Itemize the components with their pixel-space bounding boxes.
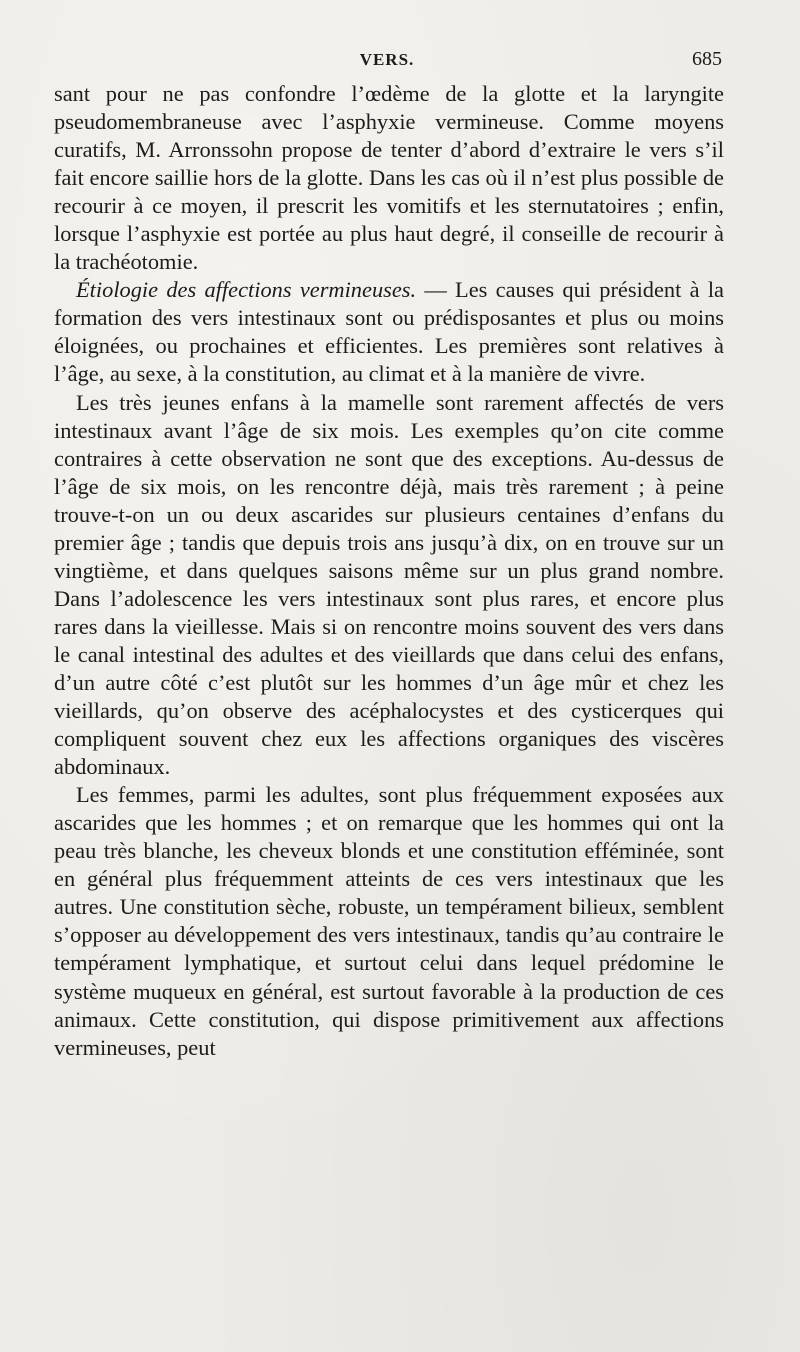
running-head [52,48,722,74]
body-text [54,80,724,1062]
paragraph-2-text: — Les causes qui président à la formation des vers intestinaux sont ou prédisposantes et plus ou moins éloignées, ou prochaines et efficientes. Les premières sont relatives à l’âge, au sexe, à la constitution, au climat et à la manière de vivre. [54,277,724,387]
paragraph-2 [54,276,724,388]
page-number: 685 [692,48,722,70]
section-heading-etiologie: Étiologie des affections vermineuses. [76,277,417,303]
paragraph-4: Les femmes, parmi les adultes, sont plus fréquemment exposées aux ascarides que les hommes ; et on remarque que les hommes qui ont la peau très blanche, les cheveux blonds et une constitution efféminée, sont en général plus fréquemment atteints de ces vers intestinaux que les autres. Une constitution sèche, robuste, un tempérament bilieux, semblent s’opposer au développement des vers intestinaux, tandis qu’au contraire le tempérament lymphatique, et surtout celui dans lequel prédomine le système muqueux en général, est surtout favorable à la production de ces animaux. Cette constitution, qui dispose primitivement aux affections vermineuses, peut [54,782,724,1060]
running-head-title: VERS. [359,50,415,69]
paragraph-3: Les très jeunes enfans à la mamelle sont rarement affectés de vers intestinaux avant l’âge de six mois. Les exemples qu’on cite comme contraires à cette observation ne sont que des exceptions. Au-dessus de l’âge de six mois, on les rencontre déjà, mais très rarement ; à peine trouve-t-on un ou deux ascarides sur plusieurs centaines d’enfans du premier âge ; tandis que depuis trois ans jusqu’à dix, on en trouve sur un vingtième, et dans quelques saisons même sur un plus grand nombre. Dans l’adolescence les vers intestinaux sont plus rares, et encore plus rares dans la vieillesse. Mais si on rencontre moins souvent des vers dans le canal intestinal des adultes et des vieillards que dans celui des enfans, d’un autre côté c’est plutôt sur les hommes d’un âge mûr et chez les vieillards, qu’on observe des acéphalocystes et des cysticerques qui compliquent souvent chez eux les affections organiques des viscères abdominaux. [54,389,724,780]
paragraph-1: sant pour ne pas confondre l’œdème de la glotte et la laryngite pseudomembraneuse avec l’asphyxie vermineuse. Comme moyens curatifs, M. Arronssohn propose de tenter d’abord d’extraire le vers s’il fait encore saillie hors de la glotte. Dans les cas où il n’est plus possible de recourir à ce moyen, il prescrit les vomitifs et les sternutatoires ; enfin, lorsque l’asphyxie est portée au plus haut degré, il conseille de recourir à la trachéotomie. [54,81,724,275]
